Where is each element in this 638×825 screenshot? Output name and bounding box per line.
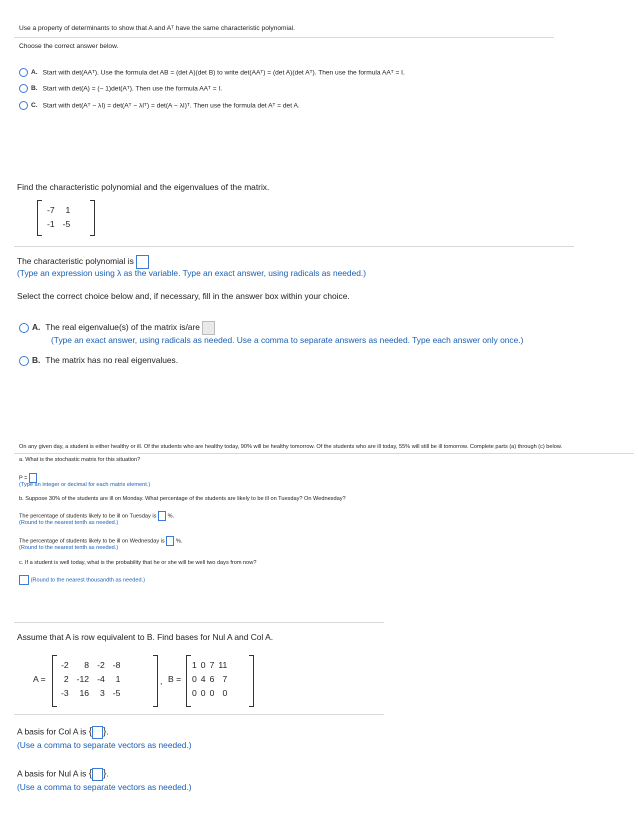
part-a-hint: (Type an integer or decimal for each matrix element.) xyxy=(19,482,151,488)
wednesday-label: The percentage of students likely to be ill on Wednesday is xyxy=(19,538,165,545)
q1-option-b[interactable] xyxy=(19,84,222,93)
matrix-table xyxy=(43,203,74,231)
matrix-cell: 1 xyxy=(115,674,121,684)
right-bracket xyxy=(153,655,158,707)
matrix-b xyxy=(186,655,254,707)
matrix-a-label: A = xyxy=(33,674,46,684)
nul-a-label: A basis for Nul A is xyxy=(17,768,87,779)
q3-part-a-question: a. What is the stochastic matrix for this situation? xyxy=(19,457,141,463)
matrix-cell: -2 xyxy=(97,660,105,670)
option-text: The matrix has no real eigenvalues. xyxy=(45,355,179,365)
option-text: The real eigenvalue(s) of the matrix is/are xyxy=(45,322,200,333)
q1-option-c[interactable] xyxy=(19,101,300,110)
option-text: Start with det(A) = (− 1)det(Aᵀ). Then use the formula AAᵀ = I. xyxy=(42,85,223,93)
matrix-cell: 11 xyxy=(218,660,228,670)
matrix-table xyxy=(190,658,229,700)
q2-matrix xyxy=(37,200,95,236)
eigenvalue-hint: (Type an exact answer, using radicals as needed. Use a comma to separate answers as needed. Type each answer only once.) xyxy=(51,335,524,345)
right-bracket xyxy=(90,200,95,236)
matrix-cell: 7 xyxy=(209,660,215,670)
divider xyxy=(14,453,634,454)
char-poly-hint: (Type an expression using λ as the variable. Type an exact answer, using radicals as needed.) xyxy=(17,268,367,278)
q2-select-text: Select the correct choice below and, if necessary, fill in the answer box within your choice. xyxy=(17,291,350,301)
matrix-cell: 0 xyxy=(200,688,206,698)
nul-a-hint: (Use a comma to separate vectors as needed.) xyxy=(17,782,192,792)
tuesday-hint: (Round to the nearest tenth as needed.) xyxy=(19,520,119,526)
tuesday-unit: %. xyxy=(167,513,175,520)
matrix-cell: -8 xyxy=(112,660,121,670)
option-text: Start with det(AAᵀ). Use the formula det AB = (det A)(det B) to write det(AAᵀ) = (det A)(det Aᵀ). Then use the formula AAᵀ = I. xyxy=(42,69,405,77)
q3-part-b-question: b. Suppose 30% of the students are ill on Monday. What percentage of the students are likely to be ill on Tuesday? On Wednesday? xyxy=(19,496,346,502)
char-poly-label: The characteristic polynomial is xyxy=(17,256,134,267)
period: . xyxy=(106,726,109,737)
brace-open: { xyxy=(88,768,93,780)
matrix-cell: 3 xyxy=(99,688,105,698)
q2-prompt: Find the characteristic polynomial and the eigenvalues of the matrix. xyxy=(17,182,270,192)
option-letter: B. xyxy=(32,355,41,365)
nul-a-input[interactable] xyxy=(92,768,103,781)
matrix-cell: 1 xyxy=(65,205,71,215)
part-c-row xyxy=(19,575,145,585)
q1-choose-text: Choose the correct answer below. xyxy=(19,43,119,50)
matrix-cell: 0 xyxy=(200,660,206,670)
divider xyxy=(14,622,384,623)
col-a-input[interactable] xyxy=(92,726,103,739)
matrix-cell: 1 xyxy=(192,660,197,670)
q3-prompt: On any given day, a student is either healthy or ill. Of the students who are healthy today, 90% will be healthy tomorrow. Of the students who are ill today, 55% will still be ill tomorrow. Complete parts (a) through (c) below. xyxy=(19,444,563,450)
matrix-cell: 0 xyxy=(192,688,197,698)
part-c-hint: (Round to the nearest thousandth as needed.) xyxy=(30,577,146,584)
option-letter: C. xyxy=(31,102,38,110)
option-text: Start with det(Aᵀ − λI) = det(Aᵀ − λIᵀ) = det(A − λI)ᵀ. Then use the formula det Aᵀ = det A. xyxy=(42,102,300,110)
left-bracket xyxy=(37,200,42,236)
wednesday-unit: %. xyxy=(175,538,183,545)
tuesday-label: The percentage of students likely to be ill on Tuesday is xyxy=(19,513,157,520)
matrix-cell: 0 xyxy=(209,688,215,698)
eigenvalue-input[interactable] xyxy=(202,321,215,335)
matrix-cell: -12 xyxy=(76,674,90,684)
tuesday-input[interactable] xyxy=(158,511,166,521)
col-a-hint: (Use a comma to separate vectors as needed.) xyxy=(17,740,192,750)
matrix-cell: -5 xyxy=(112,688,121,698)
divider xyxy=(14,37,554,38)
matrix-b-label: B = xyxy=(168,674,182,684)
option-letter: A. xyxy=(32,322,41,333)
col-a-label: A basis for Col A is xyxy=(17,726,87,737)
q2-option-a[interactable] xyxy=(19,321,215,335)
q2-option-b[interactable] xyxy=(19,355,178,366)
matrix-cell: -2 xyxy=(61,660,69,670)
divider xyxy=(14,714,384,715)
brace-close: } xyxy=(103,726,107,738)
brace-open: { xyxy=(88,726,93,738)
matrix-cell: 6 xyxy=(209,674,215,684)
matrix-cell: 7 xyxy=(222,674,228,684)
radio-button[interactable] xyxy=(19,356,29,366)
brace-close: } xyxy=(103,768,107,780)
matrix-cell: -1 xyxy=(47,219,55,229)
matrix-cell: 0 xyxy=(192,674,197,684)
radio-button[interactable] xyxy=(19,84,28,93)
matrix-cell: 8 xyxy=(84,660,90,670)
matrix-separator: , xyxy=(160,676,163,686)
period: . xyxy=(106,768,109,779)
matrix-cell: -7 xyxy=(47,205,55,215)
wednesday-input[interactable] xyxy=(166,536,174,546)
nul-a-row xyxy=(17,768,109,781)
wednesday-hint: (Round to the nearest tenth as needed.) xyxy=(19,545,119,551)
matrix-cell: 16 xyxy=(79,688,90,698)
matrix-table xyxy=(57,658,124,700)
matrix-a xyxy=(52,655,158,707)
divider xyxy=(14,246,574,247)
q3-part-c-question: c. If a student is well today, what is the probability that he or she will be well two days from now? xyxy=(19,560,257,566)
matrix-cell: 0 xyxy=(222,688,228,698)
matrix-cell: -4 xyxy=(97,674,105,684)
q1-prompt: Use a property of determinants to show that A and Aᵀ have the same characteristic polynomial. xyxy=(19,25,295,32)
q2-char-poly-row xyxy=(17,255,149,269)
matrix-cell: 4 xyxy=(200,674,206,684)
q1-option-a[interactable] xyxy=(19,68,405,77)
matrix-cell: -3 xyxy=(61,688,69,698)
part-c-input[interactable] xyxy=(19,575,29,585)
radio-button[interactable] xyxy=(19,101,28,110)
option-letter: B. xyxy=(31,85,38,93)
radio-button[interactable] xyxy=(19,68,28,77)
matrix-cell: -5 xyxy=(62,219,71,229)
matrix-cell: 2 xyxy=(63,674,69,684)
right-bracket xyxy=(249,655,254,707)
col-a-row xyxy=(17,726,109,739)
char-poly-input[interactable] xyxy=(136,255,149,269)
option-letter: A. xyxy=(31,69,38,77)
p-label: P = xyxy=(19,475,28,482)
q4-prompt: Assume that A is row equivalent to B. Find bases for Nul A and Col A. xyxy=(17,632,274,642)
radio-button[interactable] xyxy=(19,323,29,333)
